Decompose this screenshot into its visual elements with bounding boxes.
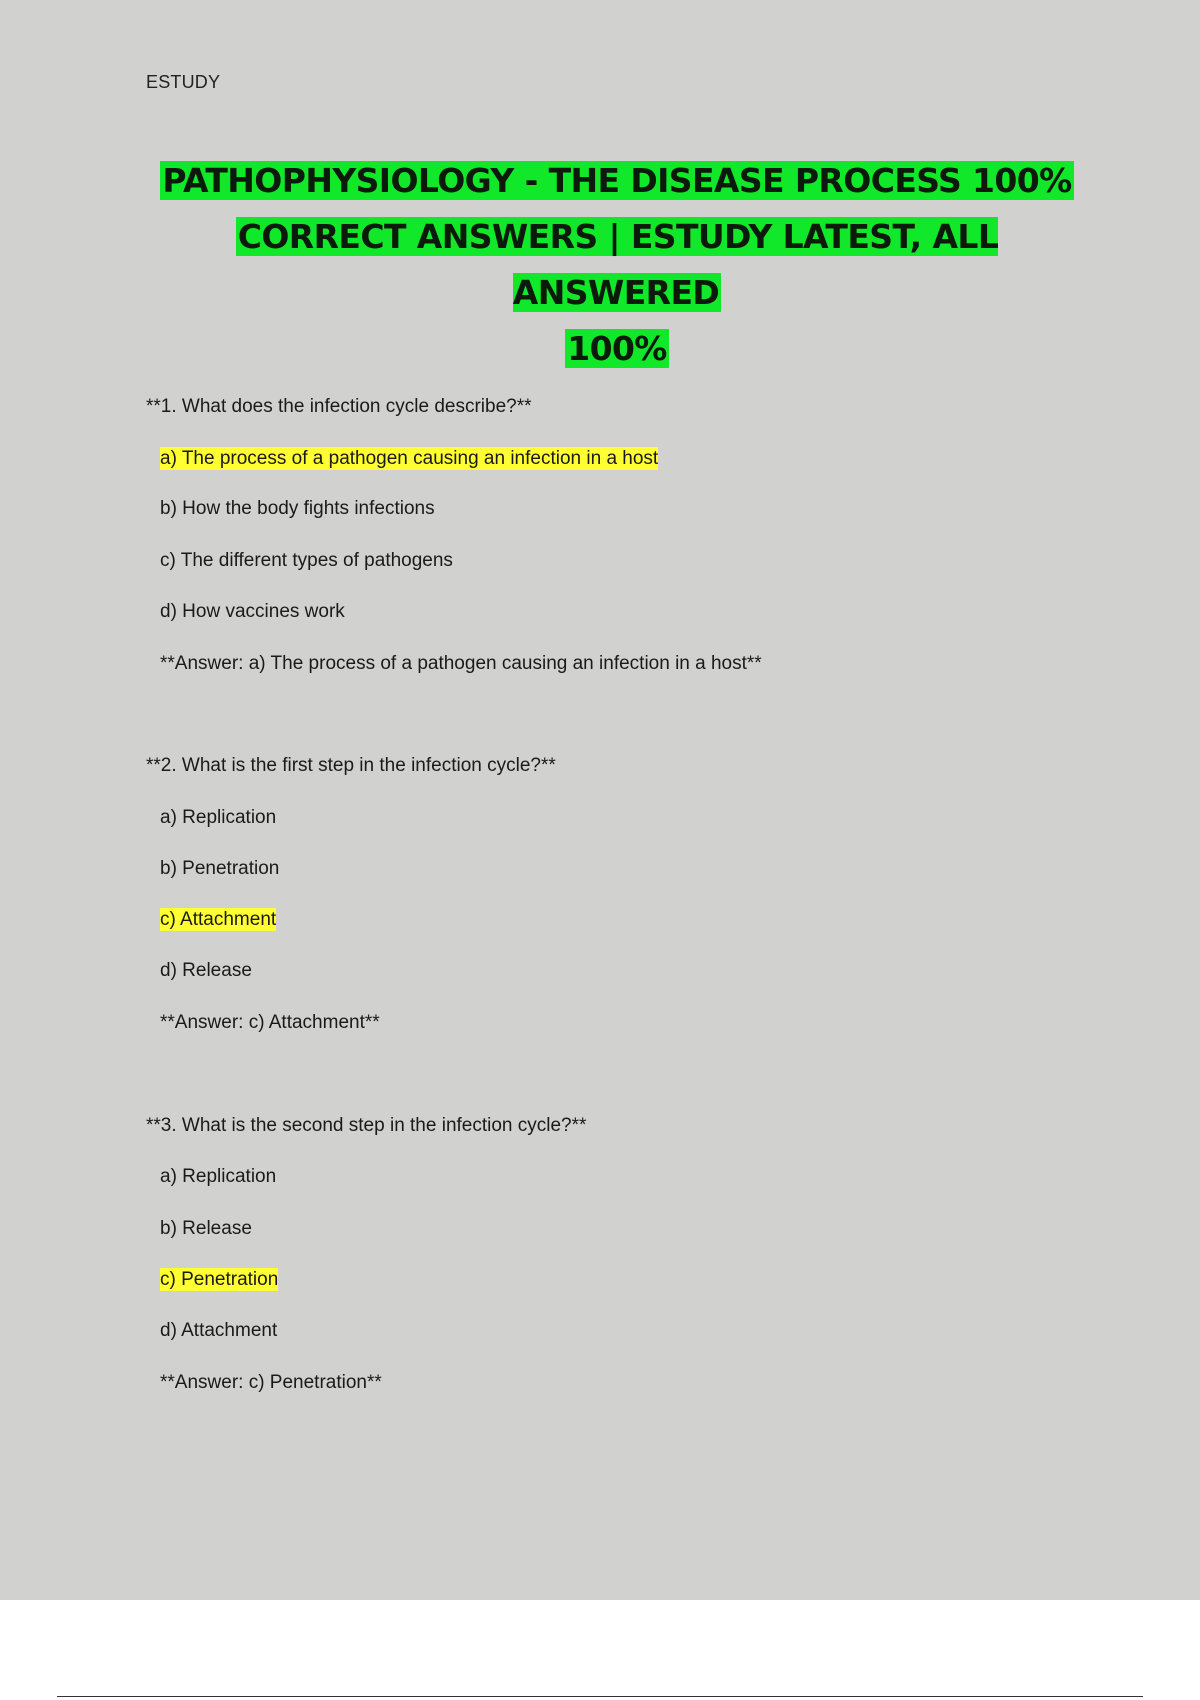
question-1-option-d: d) How vaccines work: [160, 601, 345, 622]
question-2-option-c: [160, 909, 276, 931]
question-1-option-c: c) The different types of pathogens: [160, 550, 453, 571]
question-3-option-d: d) Attachment: [160, 1320, 278, 1341]
question-2-answer: **Answer: c) Attachment**: [160, 1012, 380, 1033]
question-3-option-b: b) Release: [160, 1218, 252, 1239]
question-3-option-c: [160, 1269, 278, 1291]
title-line-3: 100%: [567, 329, 667, 368]
question-1-answer: **Answer: a) The process of a pathogen causing an infection in a host**: [160, 653, 762, 674]
question-3-text: **3. What is the second step in the infection cycle?**: [146, 1115, 587, 1136]
question-2-option-a: a) Replication: [160, 807, 277, 828]
highlighted-answer: c) Attachment: [160, 909, 277, 930]
question-2-text: **2. What is the first step in the infection cycle?**: [146, 755, 556, 776]
title-line-2: CORRECT ANSWERS | ESTUDY LATEST, ALL ANSWERED: [237, 217, 999, 312]
page-header: ESTUDY: [146, 72, 221, 92]
document-title: [150, 153, 1084, 377]
highlighted-answer: a) The process of a pathogen causing an infection in a host: [160, 448, 659, 469]
title-line-1: PATHOPHYSIOLOGY - THE DISEASE PROCESS 100%: [162, 161, 1072, 200]
footer-divider: [57, 1696, 1143, 1697]
question-1-text: **1. What does the infection cycle describe?**: [146, 396, 532, 417]
highlighted-answer: c) Penetration: [160, 1269, 279, 1290]
question-3-answer: **Answer: c) Penetration**: [160, 1372, 382, 1393]
question-2-option-b: b) Penetration: [160, 858, 280, 879]
question-2-option-d: d) Release: [160, 960, 252, 981]
question-3-option-a: a) Replication: [160, 1166, 277, 1187]
question-1-option-b: b) How the body fights infections: [160, 498, 435, 519]
question-1-option-a: [160, 448, 658, 470]
